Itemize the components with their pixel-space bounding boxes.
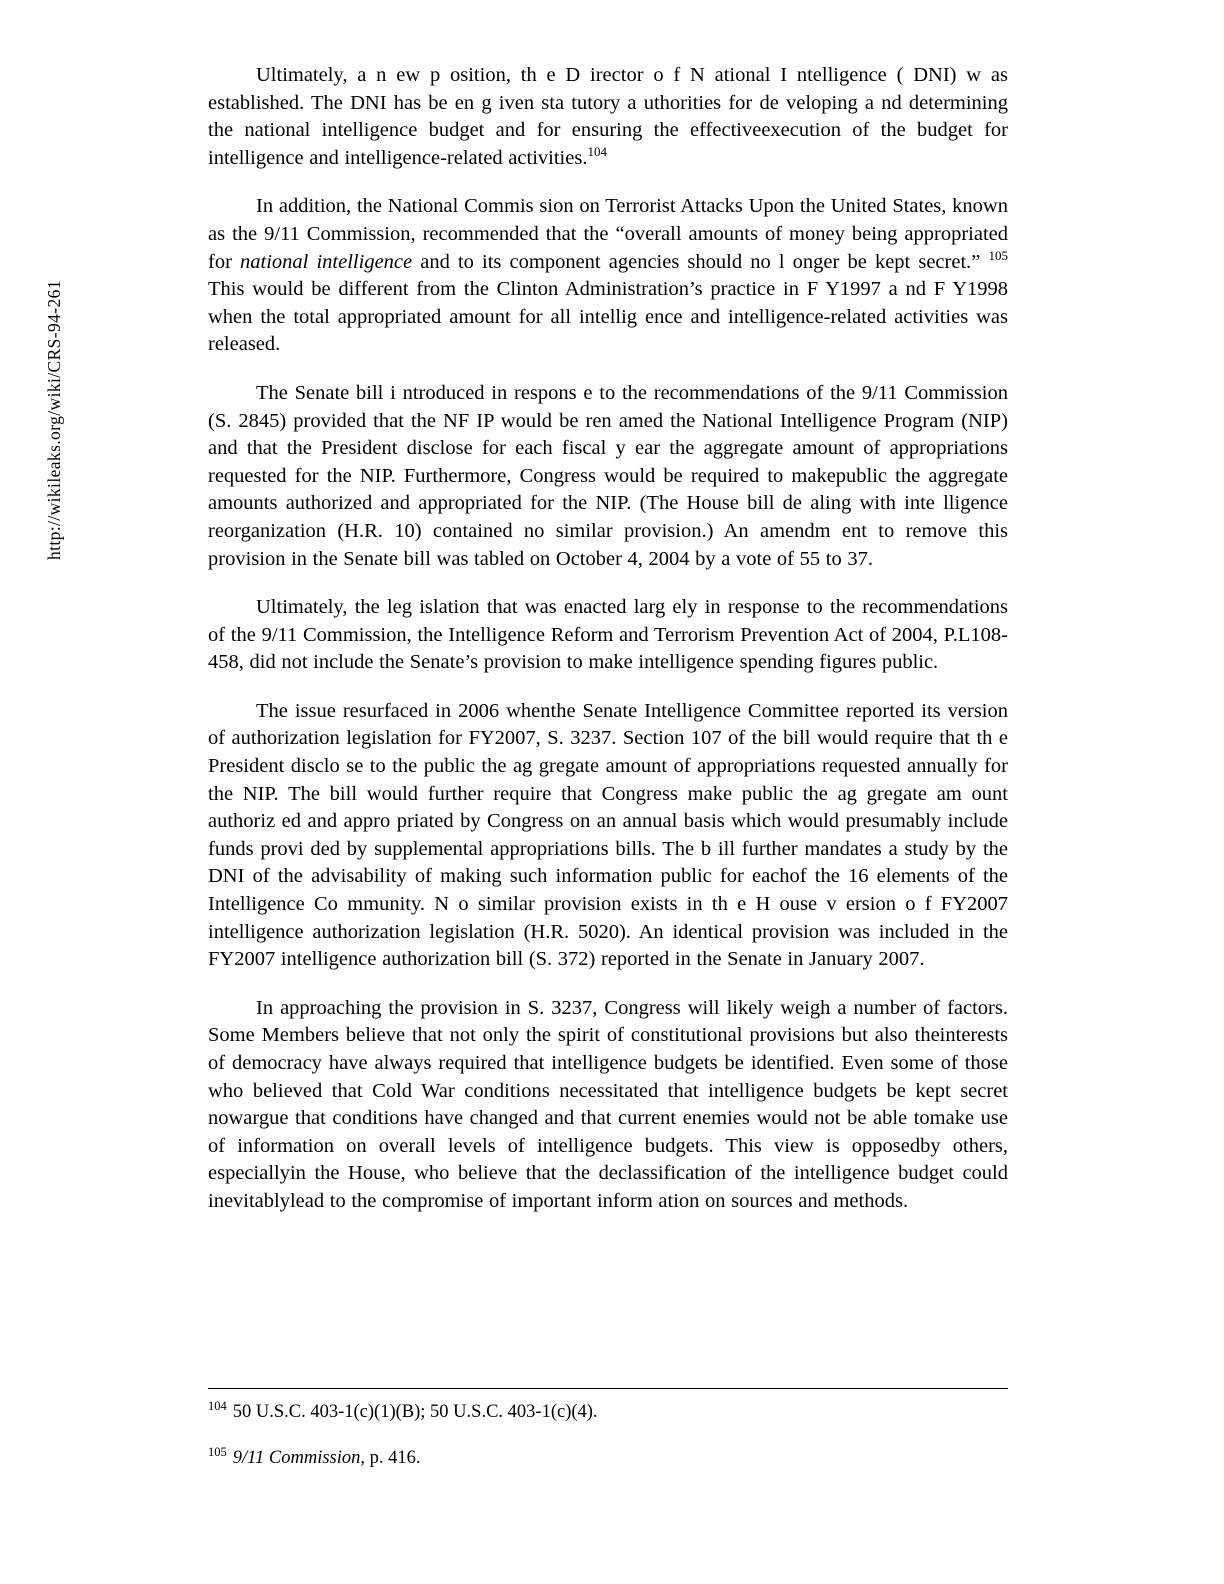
paragraph-5: The issue resurfaced in 2006 whenthe Senate Intelligence Committee reported its version of authorization legislation for FY2007, S. 3237. Section 107 of the bill would require that th e President disclo se to the public the ag gregate amount of appropriations requested annually for the NIP. The bill would further require that Congress make public the ag gregate am ount authoriz ed and appro priated by Congress on an annual basis which would presumably include funds provi ded by supplemental appropriations bills. The b ill further mandates a study by the DNI of the advisability of making such information public for eachof the 16 elements of the Intelligence Co mmunity. N o similar provision exists in th e H ouse v ersion o f FY2007 intelligence authorization legislation (H.R. 5020). An identical provision was included in the FY2007 intelligence authorization bill (S. 372) reported in the Senate in January 2007. bbox=[208, 699, 1008, 971]
footnote-104-text: 50 U.S.C. 403-1(c)(1)(B); 50 U.S.C. 403-1(c)(4). bbox=[232, 1402, 598, 1422]
footnote-104-number: 104 bbox=[208, 1398, 227, 1413]
paragraph-1-text: Ultimately, a n ew p osition, th e D irector o f N ational I ntelligence ( DNI) w as established. The DNI has be en g iven sta tutory a uthorities for de veloping a nd determining the national intelligence budget and for ensuring the effectiveexecution of the budget for intelligence and intelligence-related activities. bbox=[208, 64, 1008, 169]
paragraph-1 bbox=[208, 62, 1008, 172]
footnote-area bbox=[208, 1400, 1008, 1492]
wikileaks-side-watermark: http://wikileaks.org/wiki/CRS-94-261 bbox=[44, 280, 64, 560]
paragraph-3: The Senate bill i ntroduced in respons e to the recommendations of the 9/11 Commission (S. 2845) provided that the NF IP would be ren amed the National Intelligence Program (NIP) and that the President disclose for each fiscal y ear the aggregate amount of appropriations requested for the NIP. Furthermore, Congress would be required to makepublic the aggregate amounts authorized and appropriated for the NIP. (The House bill de aling with inte lligence reorganization (H.R. 10) contained no similar provision.) An amendm ent to remove this provision in the Senate bill was tabled on October 4, 2004 by a vote of 55 to 37. bbox=[208, 381, 1008, 570]
document-body bbox=[208, 62, 1008, 1237]
footnote-ref-105: 105 bbox=[988, 247, 1009, 263]
footnote-separator bbox=[208, 1388, 1008, 1389]
footnote-105 bbox=[208, 1446, 1008, 1470]
paragraph-2-italic-term: national intelligence bbox=[240, 250, 413, 273]
paragraph-2-text-a: In addition, the National Commis sion on Terrorist Attacks Upon the United States, known as the 9/11 Commission, recommended that the “overall amounts of money being appropriated for bbox=[208, 195, 1008, 273]
paragraph-2-text-b: and to its component agencies should no l onger be kept secret.” bbox=[412, 250, 989, 273]
footnote-105-italic-title: 9/11 Commission bbox=[232, 1448, 361, 1468]
paragraph-2-text-c: This would be different from the Clinton Administration’s practice in F Y1997 a nd F Y1998 when the total appropriated amount for all intellig ence and intelligence-related activities was released. bbox=[208, 278, 1008, 356]
footnote-105-number: 105 bbox=[208, 1444, 227, 1459]
paragraph-6: In approaching the provision in S. 3237, Congress will likely weigh a number of factors. Some Members believe that not only the spirit of constitutional provisions but also theinterests of democracy have always required that intelligence budgets be identified. Even some of those who believed that Cold War conditions necessitated that intelligence budgets be kept secret nowargue that conditions have changed and that current enemies would not be able tomake use of information on overall levels of intelligence budgets. This view is opposedby others, especiallyin the House, who believe that the declassification of the intelligence budget could inevitablylead to the compromise of important inform ation on sources and methods. bbox=[208, 996, 1008, 1212]
footnote-104 bbox=[208, 1400, 1008, 1424]
paragraph-2 bbox=[208, 193, 1008, 359]
footnote-ref-104: 104 bbox=[587, 143, 607, 159]
footnote-105-text: , p. 416. bbox=[360, 1448, 421, 1468]
paragraph-4: Ultimately, the leg islation that was enacted larg ely in response to the recommendations of the 9/11 Commission, the Intelligence Reform and Terrorism Prevention Act of 2004, P.L108-458, did not include the Senate’s provision to make intelligence spending figures public. bbox=[208, 596, 1008, 674]
